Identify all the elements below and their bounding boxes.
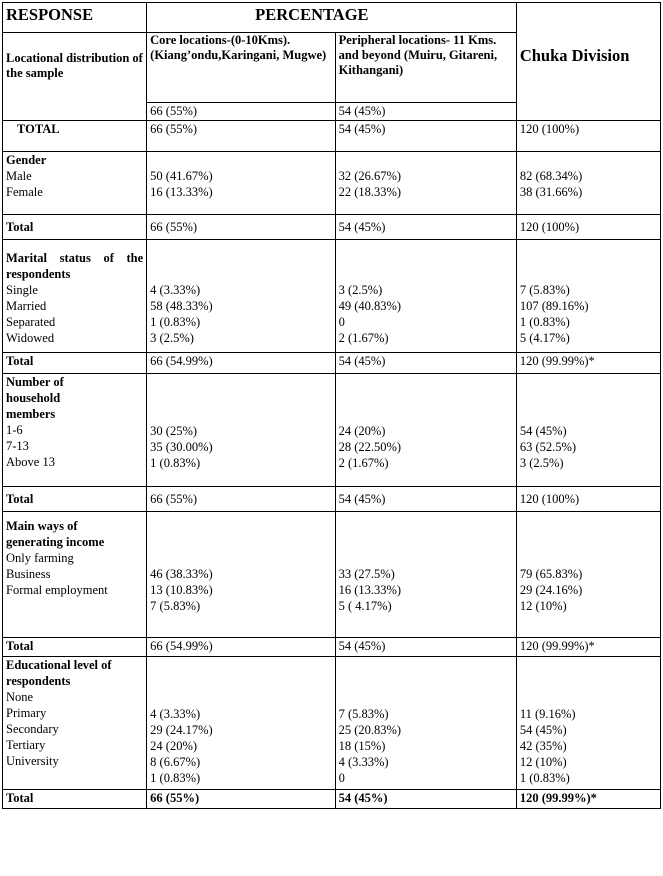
education-core-2: 29 (24.17%) — [150, 723, 213, 737]
marital-total-row — [3, 353, 661, 374]
education-heading: Educational level of respondents — [6, 658, 112, 688]
household-total-label: Total — [3, 487, 147, 512]
total-label: TOTAL — [3, 121, 147, 152]
marital-peripheral-single: 3 (2.5%) — [338, 283, 383, 297]
education-total-core: 66 (55%) — [147, 790, 335, 809]
marital-division-married: 107 (89.16%) — [519, 299, 589, 313]
gender-division-male: 82 (68.34%) — [519, 169, 583, 183]
income-peripheral-farming: 33 (27.5%) — [338, 567, 395, 581]
gender-division — [516, 152, 660, 215]
division-header: Chuka Division — [516, 3, 660, 121]
income-core-business: 13 (10.83%) — [150, 583, 213, 597]
household-total-peripheral: 54 (45%) — [335, 487, 516, 512]
education-division-5: 1 (0.83%) — [519, 771, 570, 785]
education-labels — [3, 657, 147, 790]
gender-label-female: Female — [6, 185, 43, 199]
grand-total-row — [3, 121, 661, 152]
total-peripheral: 54 (45%) — [335, 121, 516, 152]
education-label-secondary: Secondary — [6, 722, 59, 736]
gender-section — [3, 152, 661, 215]
gender-labels — [3, 152, 147, 215]
household-total-core: 66 (55%) — [147, 487, 335, 512]
income-heading: Main ways of generating income — [6, 519, 105, 549]
marital-peripheral-married: 49 (40.83%) — [338, 299, 402, 313]
household-label-1: 1-6 — [6, 423, 23, 437]
education-total-label: Total — [3, 790, 147, 809]
education-peripheral-1: 7 (5.83%) — [338, 707, 389, 721]
gender-total-label: Total — [3, 215, 147, 240]
marital-division-separated: 1 (0.83%) — [519, 315, 570, 329]
locational-label: Locational distribution of the sample — [3, 33, 147, 121]
education-division-4: 12 (10%) — [519, 755, 567, 769]
education-division-2: 54 (45%) — [519, 723, 567, 737]
header-row — [3, 3, 661, 33]
marital-total-core: 66 (54.99%) — [147, 353, 335, 374]
gender-total-core: 66 (55%) — [147, 215, 335, 240]
marital-division-widowed: 5 (4.17%) — [519, 331, 570, 345]
locational-peripheral: 54 (45%) — [335, 102, 516, 120]
income-peripheral-business: 16 (13.33%) — [338, 583, 402, 597]
income-labels — [3, 512, 147, 638]
education-peripheral-5: 0 — [338, 771, 345, 785]
household-division-2: 63 (52.5%) — [519, 440, 577, 454]
marital-total-label: Total — [3, 353, 147, 374]
household-peripheral — [335, 374, 516, 487]
peripheral-locations-header: Peripheral locations- 11 Kms. and beyond (Muiru, Gitareni, Kithangani) — [335, 33, 516, 103]
gender-label-male: Male — [6, 169, 32, 183]
marital-label-married: Married — [6, 299, 47, 313]
gender-total-division: 120 (100%) — [516, 215, 660, 240]
household-division-3: 3 (2.5%) — [519, 456, 564, 470]
marital-core-separated: 1 (0.83%) — [150, 315, 201, 329]
education-core-4: 8 (6.67%) — [150, 755, 201, 769]
education-label-primary: Primary — [6, 706, 47, 720]
income-core-farming: 46 (38.33%) — [150, 567, 213, 581]
gender-core-male: 50 (41.67%) — [150, 169, 213, 183]
education-peripheral — [335, 657, 516, 790]
gender-peripheral-female: 22 (18.33%) — [338, 185, 402, 199]
response-header: RESPONSE — [3, 3, 147, 33]
income-division-business: 29 (24.16%) — [519, 583, 583, 597]
total-division: 120 (100%) — [516, 121, 660, 152]
education-division-1: 11 (9.16%) — [519, 707, 576, 721]
household-total-row — [3, 487, 661, 512]
marital-core — [147, 240, 335, 353]
income-label-farming: Only farming — [6, 551, 74, 565]
education-core-3: 24 (20%) — [150, 739, 198, 753]
education-total-row — [3, 790, 661, 809]
income-total-division: 120 (99.99%)* — [516, 638, 660, 657]
percentage-header: PERCENTAGE — [147, 3, 517, 33]
income-peripheral — [335, 512, 516, 638]
household-section — [3, 374, 661, 487]
household-peripheral-2: 28 (22.50%) — [338, 440, 402, 454]
income-label-business: Business — [6, 567, 51, 581]
marital-label-widowed: Widowed — [6, 331, 55, 345]
marital-core-single: 4 (3.33%) — [150, 283, 201, 297]
survey-table — [2, 2, 661, 809]
marital-core-widowed: 3 (2.5%) — [150, 331, 194, 345]
locational-core: 66 (55%) — [147, 102, 335, 120]
marital-peripheral-separated: 0 — [338, 315, 345, 329]
education-label-none: None — [6, 690, 34, 704]
household-core — [147, 374, 335, 487]
core-locations-header: Core locations-(0-10Kms). (Kiang’ondu,Karingani, Mugwe) — [147, 33, 335, 103]
household-labels — [3, 374, 147, 487]
gender-peripheral — [335, 152, 516, 215]
household-division-1: 54 (45%) — [519, 424, 567, 438]
education-section — [3, 657, 661, 790]
education-label-university: University — [6, 754, 59, 768]
income-division — [516, 512, 660, 638]
education-peripheral-2: 25 (20.83%) — [338, 723, 402, 737]
marital-labels — [3, 240, 147, 353]
marital-label-single: Single — [6, 283, 38, 297]
income-total-label: Total — [3, 638, 147, 657]
education-total-division: 120 (99.99%)* — [516, 790, 660, 809]
income-total-row — [3, 638, 661, 657]
education-division — [516, 657, 660, 790]
household-core-1: 30 (25%) — [150, 424, 198, 438]
income-peripheral-employment: 5 ( 4.17%) — [338, 599, 392, 613]
marital-label-separated: Separated — [6, 315, 56, 329]
household-peripheral-1: 24 (20%) — [338, 424, 386, 438]
education-label-tertiary: Tertiary — [6, 738, 46, 752]
total-core: 66 (55%) — [147, 121, 335, 152]
household-label-3: Above 13 — [6, 455, 55, 469]
income-division-farming: 79 (65.83%) — [519, 567, 583, 581]
gender-core-female: 16 (13.33%) — [150, 185, 213, 199]
education-peripheral-3: 18 (15%) — [338, 739, 386, 753]
marital-heading: Marital status of the respondents — [6, 251, 144, 281]
education-division-3: 42 (35%) — [519, 739, 567, 753]
income-label-employment: Formal employment — [6, 583, 108, 597]
marital-peripheral — [335, 240, 516, 353]
gender-heading: Gender — [6, 153, 47, 167]
income-section — [3, 512, 661, 638]
income-total-peripheral: 54 (45%) — [335, 638, 516, 657]
marital-total-division: 120 (99.99%)* — [516, 353, 660, 374]
marital-division-single: 7 (5.83%) — [519, 283, 570, 297]
marital-section — [3, 240, 661, 353]
household-core-3: 1 (0.83%) — [150, 456, 201, 470]
marital-division — [516, 240, 660, 353]
household-label-2: 7-13 — [6, 439, 29, 453]
education-total-peripheral: 54 (45%) — [335, 790, 516, 809]
income-core — [147, 512, 335, 638]
household-total-division: 120 (100%) — [516, 487, 660, 512]
income-division-employment: 12 (10%) — [519, 599, 567, 613]
household-peripheral-3: 2 (1.67%) — [338, 456, 389, 470]
gender-total-row — [3, 215, 661, 240]
gender-core — [147, 152, 335, 215]
household-core-2: 35 (30.00%) — [150, 440, 213, 454]
gender-total-peripheral: 54 (45%) — [335, 215, 516, 240]
education-core-1: 4 (3.33%) — [150, 707, 201, 721]
gender-peripheral-male: 32 (26.67%) — [338, 169, 402, 183]
gender-division-female: 38 (31.66%) — [519, 185, 583, 199]
household-division — [516, 374, 660, 487]
household-heading-1: Number of household members — [6, 375, 64, 421]
education-core — [147, 657, 335, 790]
education-peripheral-4: 4 (3.33%) — [338, 755, 389, 769]
education-core-5: 1 (0.83%) — [150, 771, 201, 785]
marital-total-peripheral: 54 (45%) — [335, 353, 516, 374]
marital-peripheral-widowed: 2 (1.67%) — [338, 331, 389, 345]
marital-core-married: 58 (48.33%) — [150, 299, 213, 313]
income-core-employment: 7 (5.83%) — [150, 599, 201, 613]
income-total-core: 66 (54.99%) — [147, 638, 335, 657]
